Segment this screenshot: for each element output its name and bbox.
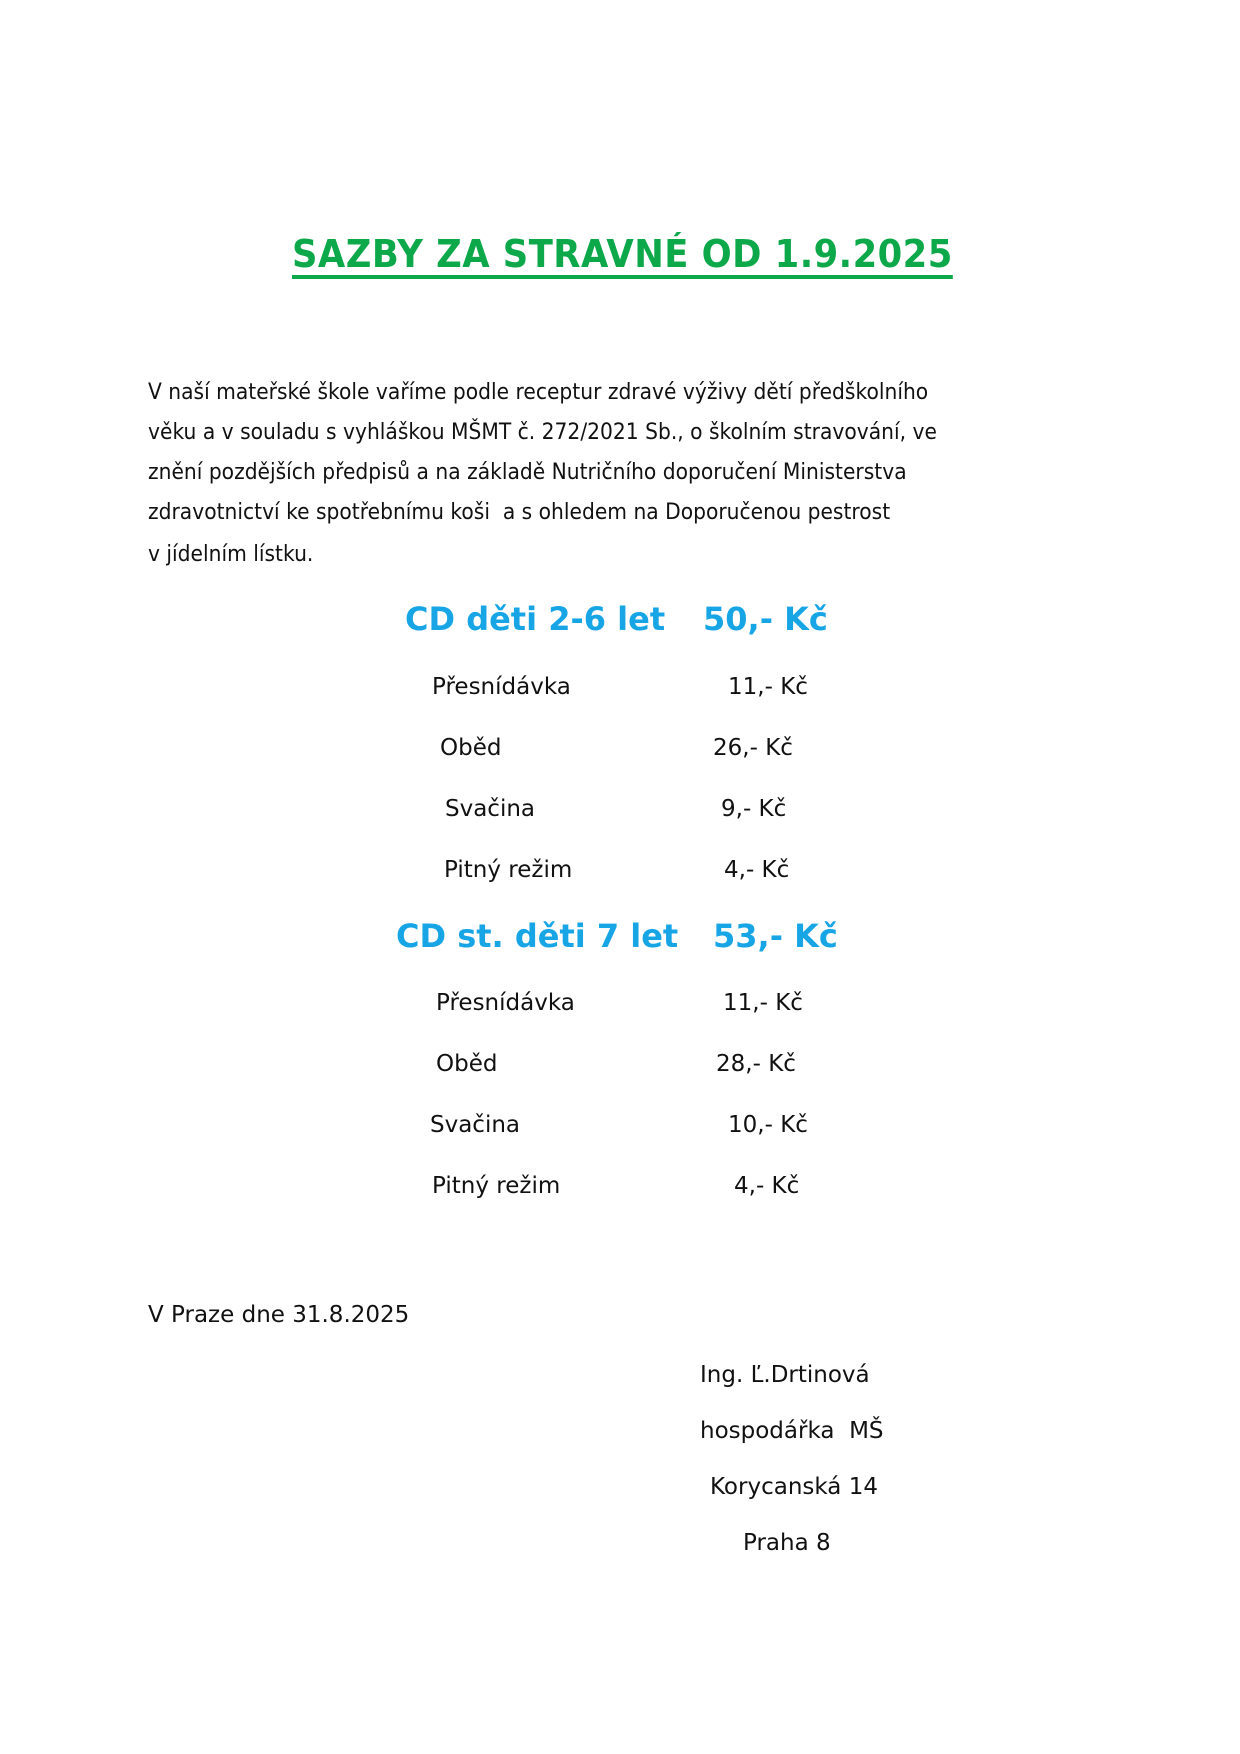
place-date: V Praze dne 31.8.2025: [148, 1302, 410, 1328]
item-name: Oběd: [440, 735, 502, 761]
group-label: CD děti 2-6 let: [405, 600, 666, 638]
item-price: 4,- Kč: [734, 1173, 800, 1199]
intro-line: V naší mateřské škole vaříme podle receptur zdravé výživy dětí předškolního: [148, 379, 929, 405]
item-name: Svačina: [430, 1112, 521, 1138]
item-name: Pitný režim: [432, 1173, 561, 1199]
signature-name: Ing. Ľ.Drtinová: [700, 1362, 870, 1388]
page-title: SAZBY ZA STRAVNÉ OD 1.9.2025: [292, 232, 953, 276]
item-price: 28,- Kč: [716, 1051, 796, 1077]
item-price: 4,- Kč: [724, 857, 790, 883]
item-price: 11,- Kč: [728, 674, 808, 700]
item-name: Přesnídávka: [436, 990, 575, 1016]
item-price: 10,- Kč: [728, 1112, 808, 1138]
item-price: 11,- Kč: [723, 990, 803, 1016]
item-name: Svačina: [445, 796, 536, 822]
group-label: CD st. děti 7 let: [396, 917, 679, 955]
intro-line: věku a v souladu s vyhláškou MŠMT č. 272/2021 Sb., o školním stravování, ve: [148, 419, 937, 445]
item-name: Pitný režim: [444, 857, 573, 883]
intro-line: znění pozdějších předpisů a na základě Nutričního doporučení Ministerstva: [148, 459, 907, 485]
intro-line: v jídelním lístku.: [148, 541, 314, 567]
item-price: 9,- Kč: [721, 796, 787, 822]
signature-city: Praha 8: [743, 1530, 831, 1556]
item-name: Oběd: [436, 1051, 498, 1077]
group-total: 53,- Kč: [713, 917, 838, 955]
signature-role: hospodářka MŠ: [700, 1418, 884, 1444]
group-total: 50,- Kč: [703, 600, 828, 638]
intro-paragraph: [148, 372, 1012, 574]
item-name: Přesnídávka: [432, 674, 571, 700]
item-price: 26,- Kč: [713, 735, 793, 761]
signature-street: Korycanská 14: [710, 1474, 878, 1500]
intro-line: zdravotnictví ke spotřebnímu koši a s ohledem na Doporučenou pestrost: [148, 499, 891, 525]
